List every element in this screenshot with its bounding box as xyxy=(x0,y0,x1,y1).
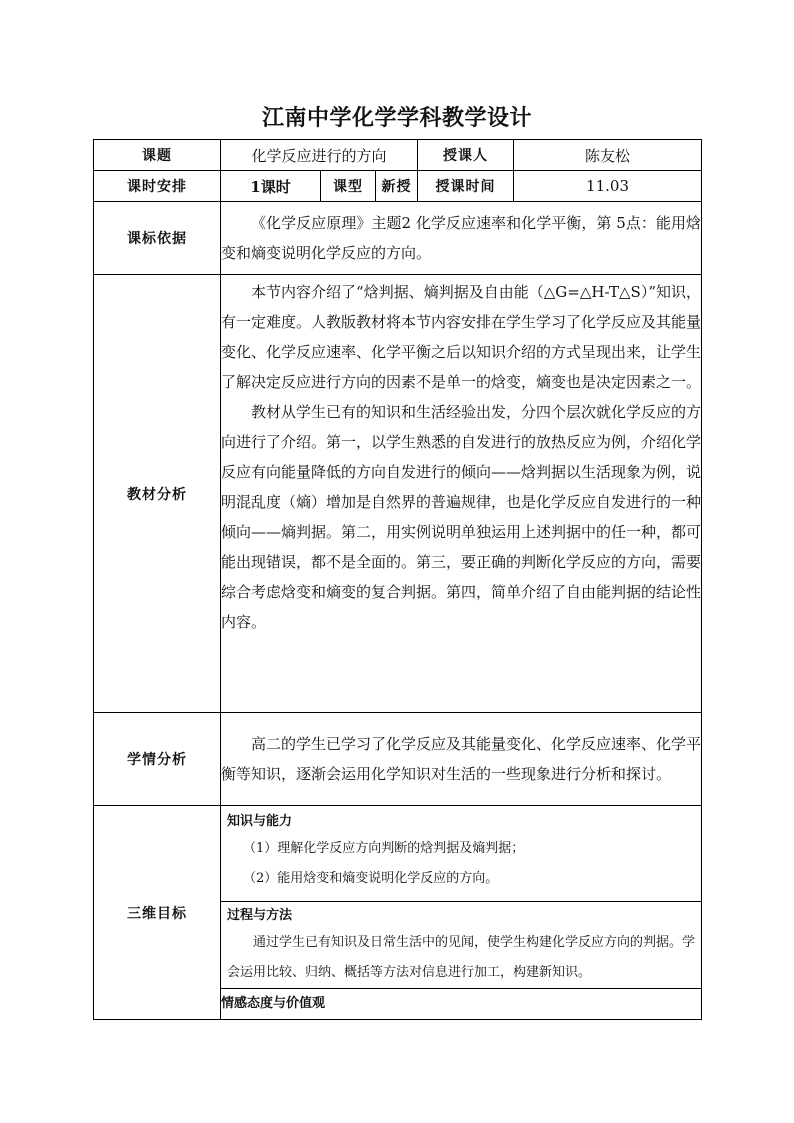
emotion-title: 情感态度与价值观 xyxy=(221,989,702,1020)
lesson-time-value: 11.03 xyxy=(514,171,702,202)
row-textbook xyxy=(94,275,702,713)
lesson-plan-table xyxy=(93,139,702,1020)
knowledge-item: （2）能用焓变和熵变说明化学反应的方向。 xyxy=(243,871,499,886)
textbook-label: 教材分析 xyxy=(94,275,221,713)
lesson-type-label: 课型 xyxy=(321,171,376,202)
lesson-time-label: 授课时间 xyxy=(418,171,514,202)
lesson-type-value: 新授 xyxy=(376,171,418,202)
knowledge-section xyxy=(221,806,702,902)
goals-label: 三维目标 xyxy=(94,806,221,1020)
textbook-analysis xyxy=(221,275,702,713)
students-label: 学情分析 xyxy=(94,713,221,806)
teacher-value: 陈友松 xyxy=(514,140,702,171)
process-title: 过程与方法 xyxy=(227,908,293,923)
row-schedule xyxy=(94,171,702,202)
standard-label: 课标依据 xyxy=(94,202,221,275)
row-topic xyxy=(94,140,702,171)
document-title: 江南中学化学学科教学设计 xyxy=(261,105,532,131)
topic-label: 课题 xyxy=(94,140,221,171)
topic-value: 化学反应进行的方向 xyxy=(221,140,418,171)
row-goals-knowledge xyxy=(94,806,702,902)
process-section xyxy=(221,902,702,989)
schedule-label: 课时安排 xyxy=(94,171,221,202)
process-text: 通过学生已有知识及日常生活中的见闻，使学生构建化学反应方向的判据。学会运用比较、归纳、概括等方法对信息进行加工，构建新知识。 xyxy=(227,935,696,980)
row-students xyxy=(94,713,702,806)
schedule-value: 1课时 xyxy=(221,171,321,202)
students-text: 高二的学生已学习了化学反应及其能量变化、化学反应速率、化学平衡等知识，逐渐会运用化学知识对生活的一些现象进行分析和探讨。 xyxy=(221,713,702,806)
knowledge-title: 知识与能力 xyxy=(227,814,293,829)
textbook-paragraph: 教材从学生已有的知识和生活经验出发，分四个层次就化学反应的方向进行了介绍。第一，以学生熟悉的自发进行的放热反应为例，介绍化学反应有向能量降低的方向自发进行的倾向——焓判据以生活现象为例，说明混乱度（熵）增加是自然界的普遍规律，也是化学反应自发进行的一种倾向——熵判据。第二，用实例说明单独运用上述判据中的任一种，都可能出现错误，都不是全面的。第三，要正确的判断化学反应的方向，需要综合考虑焓变和熵变的复合判据。第四，简单介绍了自由能判据的结论性内容。 xyxy=(221,403,702,631)
knowledge-item: （1）理解化学反应方向判断的焓判据及熵判据； xyxy=(243,841,525,856)
row-standard xyxy=(94,202,702,275)
teacher-label: 授课人 xyxy=(418,140,514,171)
standard-text: 《化学反应原理》主题2 化学反应速率和化学平衡，第 5点：能用焓变和熵变说明化学反应的方向。 xyxy=(221,202,702,275)
textbook-paragraph: 本节内容介绍了“焓判据、熵判据及自由能（△G=△H-T△S）”知识，有一定难度。人教版教材将本节内容安排在学生学习了化学反应及其能量变化、化学反应速率、化学平衡之后以知识介绍的方式呈现出来，让学生了解决定反应进行方向的因素不是单一的焓变，熵变也是决定因素之一。 xyxy=(221,283,702,391)
